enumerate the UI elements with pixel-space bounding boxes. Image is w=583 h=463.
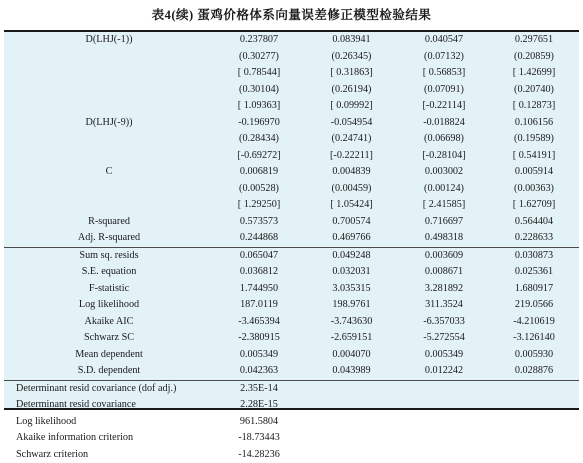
row-label: C bbox=[4, 164, 214, 181]
results-table bbox=[4, 30, 579, 410]
empty-cell bbox=[304, 397, 579, 414]
statistic-label: Log likelihood bbox=[4, 414, 214, 431]
table-cell: 0.004839 bbox=[304, 164, 399, 181]
table-cell: 0.228633 bbox=[489, 230, 579, 247]
table-caption: 表4(续) 蛋鸡价格体系向量误差修正模型检验结果 bbox=[0, 0, 583, 30]
table-cell: 0.005349 bbox=[214, 347, 304, 364]
table-cell: 0.573573 bbox=[214, 214, 304, 231]
table-row bbox=[4, 447, 579, 463]
row-label bbox=[4, 181, 214, 198]
statistic-label: Schwarz criterion bbox=[4, 447, 214, 463]
table-row bbox=[4, 281, 579, 298]
table-cell: 0.028876 bbox=[489, 363, 579, 380]
statistic-value: -14.28236 bbox=[214, 447, 304, 463]
table-cell: (0.20859) bbox=[489, 49, 579, 66]
table-cell: 0.700574 bbox=[304, 214, 399, 231]
statistic-label: Determinant resid covariance (dof adj.) bbox=[4, 380, 214, 397]
table-cell: (0.07091) bbox=[399, 82, 489, 99]
table-row bbox=[4, 363, 579, 380]
table-cell: (0.00363) bbox=[489, 181, 579, 198]
table-cell: [ 0.78544] bbox=[214, 65, 304, 82]
table-cell: 0.005914 bbox=[489, 164, 579, 181]
row-label bbox=[4, 131, 214, 148]
table-cell: -3.465394 bbox=[214, 314, 304, 331]
table-cell: -0.018824 bbox=[399, 115, 489, 132]
table-row bbox=[4, 82, 579, 99]
table-cell: 0.237807 bbox=[214, 32, 304, 49]
table-cell: (0.30277) bbox=[214, 49, 304, 66]
table-cell: [ 1.05424] bbox=[304, 197, 399, 214]
table-cell: 311.3524 bbox=[399, 297, 489, 314]
statistic-label: Determinant resid covariance bbox=[4, 397, 214, 414]
table-row bbox=[4, 214, 579, 231]
table-row bbox=[4, 247, 579, 264]
table-cell: [-0.22211] bbox=[304, 148, 399, 165]
table-cell: (0.19589) bbox=[489, 131, 579, 148]
table-cell: -0.196970 bbox=[214, 115, 304, 132]
table-cell: 0.065047 bbox=[214, 247, 304, 264]
table-cell: 0.003609 bbox=[399, 247, 489, 264]
table-cell: 0.025361 bbox=[489, 264, 579, 281]
table-cell: [ 1.62709] bbox=[489, 197, 579, 214]
row-label: Schwarz SC bbox=[4, 330, 214, 347]
table-cell: 0.004070 bbox=[304, 347, 399, 364]
table-row bbox=[4, 148, 579, 165]
table-cell: 198.9761 bbox=[304, 297, 399, 314]
table-cell: [-0.69272] bbox=[214, 148, 304, 165]
table-cell: 1.680917 bbox=[489, 281, 579, 298]
row-label: Sum sq. resids bbox=[4, 247, 214, 264]
coefficient-table bbox=[4, 32, 579, 380]
table-cell: (0.20740) bbox=[489, 82, 579, 99]
row-label: R-squared bbox=[4, 214, 214, 231]
empty-cell bbox=[304, 414, 579, 431]
table-cell: 0.498318 bbox=[399, 230, 489, 247]
row-label bbox=[4, 49, 214, 66]
table-row bbox=[4, 65, 579, 82]
row-label bbox=[4, 197, 214, 214]
row-label bbox=[4, 82, 214, 99]
table-cell: 0.032031 bbox=[304, 264, 399, 281]
table-row bbox=[4, 32, 579, 49]
row-label: Log likelihood bbox=[4, 297, 214, 314]
table-cell: -3.126140 bbox=[489, 330, 579, 347]
statistic-value: -18.73443 bbox=[214, 430, 304, 447]
empty-cell bbox=[304, 447, 579, 463]
table-cell: 0.083941 bbox=[304, 32, 399, 49]
empty-cell bbox=[304, 380, 579, 397]
table-cell: (0.00124) bbox=[399, 181, 489, 198]
table-cell: 0.244868 bbox=[214, 230, 304, 247]
table-cell: [-0.28104] bbox=[399, 148, 489, 165]
table-row bbox=[4, 297, 579, 314]
table-cell: -0.054954 bbox=[304, 115, 399, 132]
table-row bbox=[4, 197, 579, 214]
table-cell: 0.036812 bbox=[214, 264, 304, 281]
table-cell: 0.008671 bbox=[399, 264, 489, 281]
table-cell: 1.744950 bbox=[214, 281, 304, 298]
table-row bbox=[4, 115, 579, 132]
table-row bbox=[4, 181, 579, 198]
table-cell: 0.030873 bbox=[489, 247, 579, 264]
row-label bbox=[4, 65, 214, 82]
table-row bbox=[4, 164, 579, 181]
table-row bbox=[4, 264, 579, 281]
table-cell: (0.26194) bbox=[304, 82, 399, 99]
row-label: Akaike AIC bbox=[4, 314, 214, 331]
table-cell: [ 1.42699] bbox=[489, 65, 579, 82]
table-cell: -3.743630 bbox=[304, 314, 399, 331]
statistic-value: 2.28E-15 bbox=[214, 397, 304, 414]
table-row bbox=[4, 330, 579, 347]
table-cell: [ 1.09363] bbox=[214, 98, 304, 115]
table-cell: 0.005349 bbox=[399, 347, 489, 364]
row-label: D(LHJ(-1)) bbox=[4, 32, 214, 49]
table-row bbox=[4, 131, 579, 148]
row-label: S.D. dependent bbox=[4, 363, 214, 380]
row-label: Mean dependent bbox=[4, 347, 214, 364]
table-cell: [-0.22114] bbox=[399, 98, 489, 115]
table-cell: 0.003002 bbox=[399, 164, 489, 181]
row-label: D(LHJ(-9)) bbox=[4, 115, 214, 132]
statistic-value: 2.35E-14 bbox=[214, 380, 304, 397]
table-cell: (0.00459) bbox=[304, 181, 399, 198]
empty-cell bbox=[304, 430, 579, 447]
table-cell: (0.28434) bbox=[214, 131, 304, 148]
table-row bbox=[4, 414, 579, 431]
row-label bbox=[4, 98, 214, 115]
table-cell: 0.012242 bbox=[399, 363, 489, 380]
table-cell: [ 0.12873] bbox=[489, 98, 579, 115]
table-row bbox=[4, 314, 579, 331]
table-cell: [ 0.31863] bbox=[304, 65, 399, 82]
table-cell: 0.106156 bbox=[489, 115, 579, 132]
table-cell: [ 2.41585] bbox=[399, 197, 489, 214]
table-row bbox=[4, 49, 579, 66]
system-statistics-table bbox=[4, 380, 579, 463]
table-cell: [ 1.29250] bbox=[214, 197, 304, 214]
table-cell: 0.297651 bbox=[489, 32, 579, 49]
table-row bbox=[4, 230, 579, 247]
table-cell: 0.005930 bbox=[489, 347, 579, 364]
table-cell: 187.0119 bbox=[214, 297, 304, 314]
table-cell: 0.716697 bbox=[399, 214, 489, 231]
row-label: F-statistic bbox=[4, 281, 214, 298]
table-row bbox=[4, 397, 579, 414]
table-cell: (0.24741) bbox=[304, 131, 399, 148]
table-cell: 0.006819 bbox=[214, 164, 304, 181]
table-cell: -2.380915 bbox=[214, 330, 304, 347]
row-label: S.E. equation bbox=[4, 264, 214, 281]
row-label: Adj. R-squared bbox=[4, 230, 214, 247]
table-cell: -6.357033 bbox=[399, 314, 489, 331]
table-cell: (0.00528) bbox=[214, 181, 304, 198]
table-cell: (0.30104) bbox=[214, 82, 304, 99]
row-label bbox=[4, 148, 214, 165]
table-cell: 0.469766 bbox=[304, 230, 399, 247]
table-cell: 0.564404 bbox=[489, 214, 579, 231]
table-cell: (0.06698) bbox=[399, 131, 489, 148]
table-cell: 0.049248 bbox=[304, 247, 399, 264]
statistic-label: Akaike information criterion bbox=[4, 430, 214, 447]
table-cell: 3.281892 bbox=[399, 281, 489, 298]
table-row bbox=[4, 347, 579, 364]
table-row bbox=[4, 98, 579, 115]
table-row bbox=[4, 380, 579, 397]
table-cell: [ 0.56853] bbox=[399, 65, 489, 82]
table-cell: -5.272554 bbox=[399, 330, 489, 347]
table-cell: -4.210619 bbox=[489, 314, 579, 331]
table-cell: 0.043989 bbox=[304, 363, 399, 380]
table-cell: [ 0.54191] bbox=[489, 148, 579, 165]
table-cell: 219.0566 bbox=[489, 297, 579, 314]
table-cell: (0.26345) bbox=[304, 49, 399, 66]
table-cell: (0.07132) bbox=[399, 49, 489, 66]
table-cell: [ 0.09992] bbox=[304, 98, 399, 115]
table-cell: -2.659151 bbox=[304, 330, 399, 347]
table-cell: 0.042363 bbox=[214, 363, 304, 380]
table-row bbox=[4, 430, 579, 447]
table-cell: 3.035315 bbox=[304, 281, 399, 298]
table-cell: 0.040547 bbox=[399, 32, 489, 49]
statistic-value: 961.5804 bbox=[214, 414, 304, 431]
